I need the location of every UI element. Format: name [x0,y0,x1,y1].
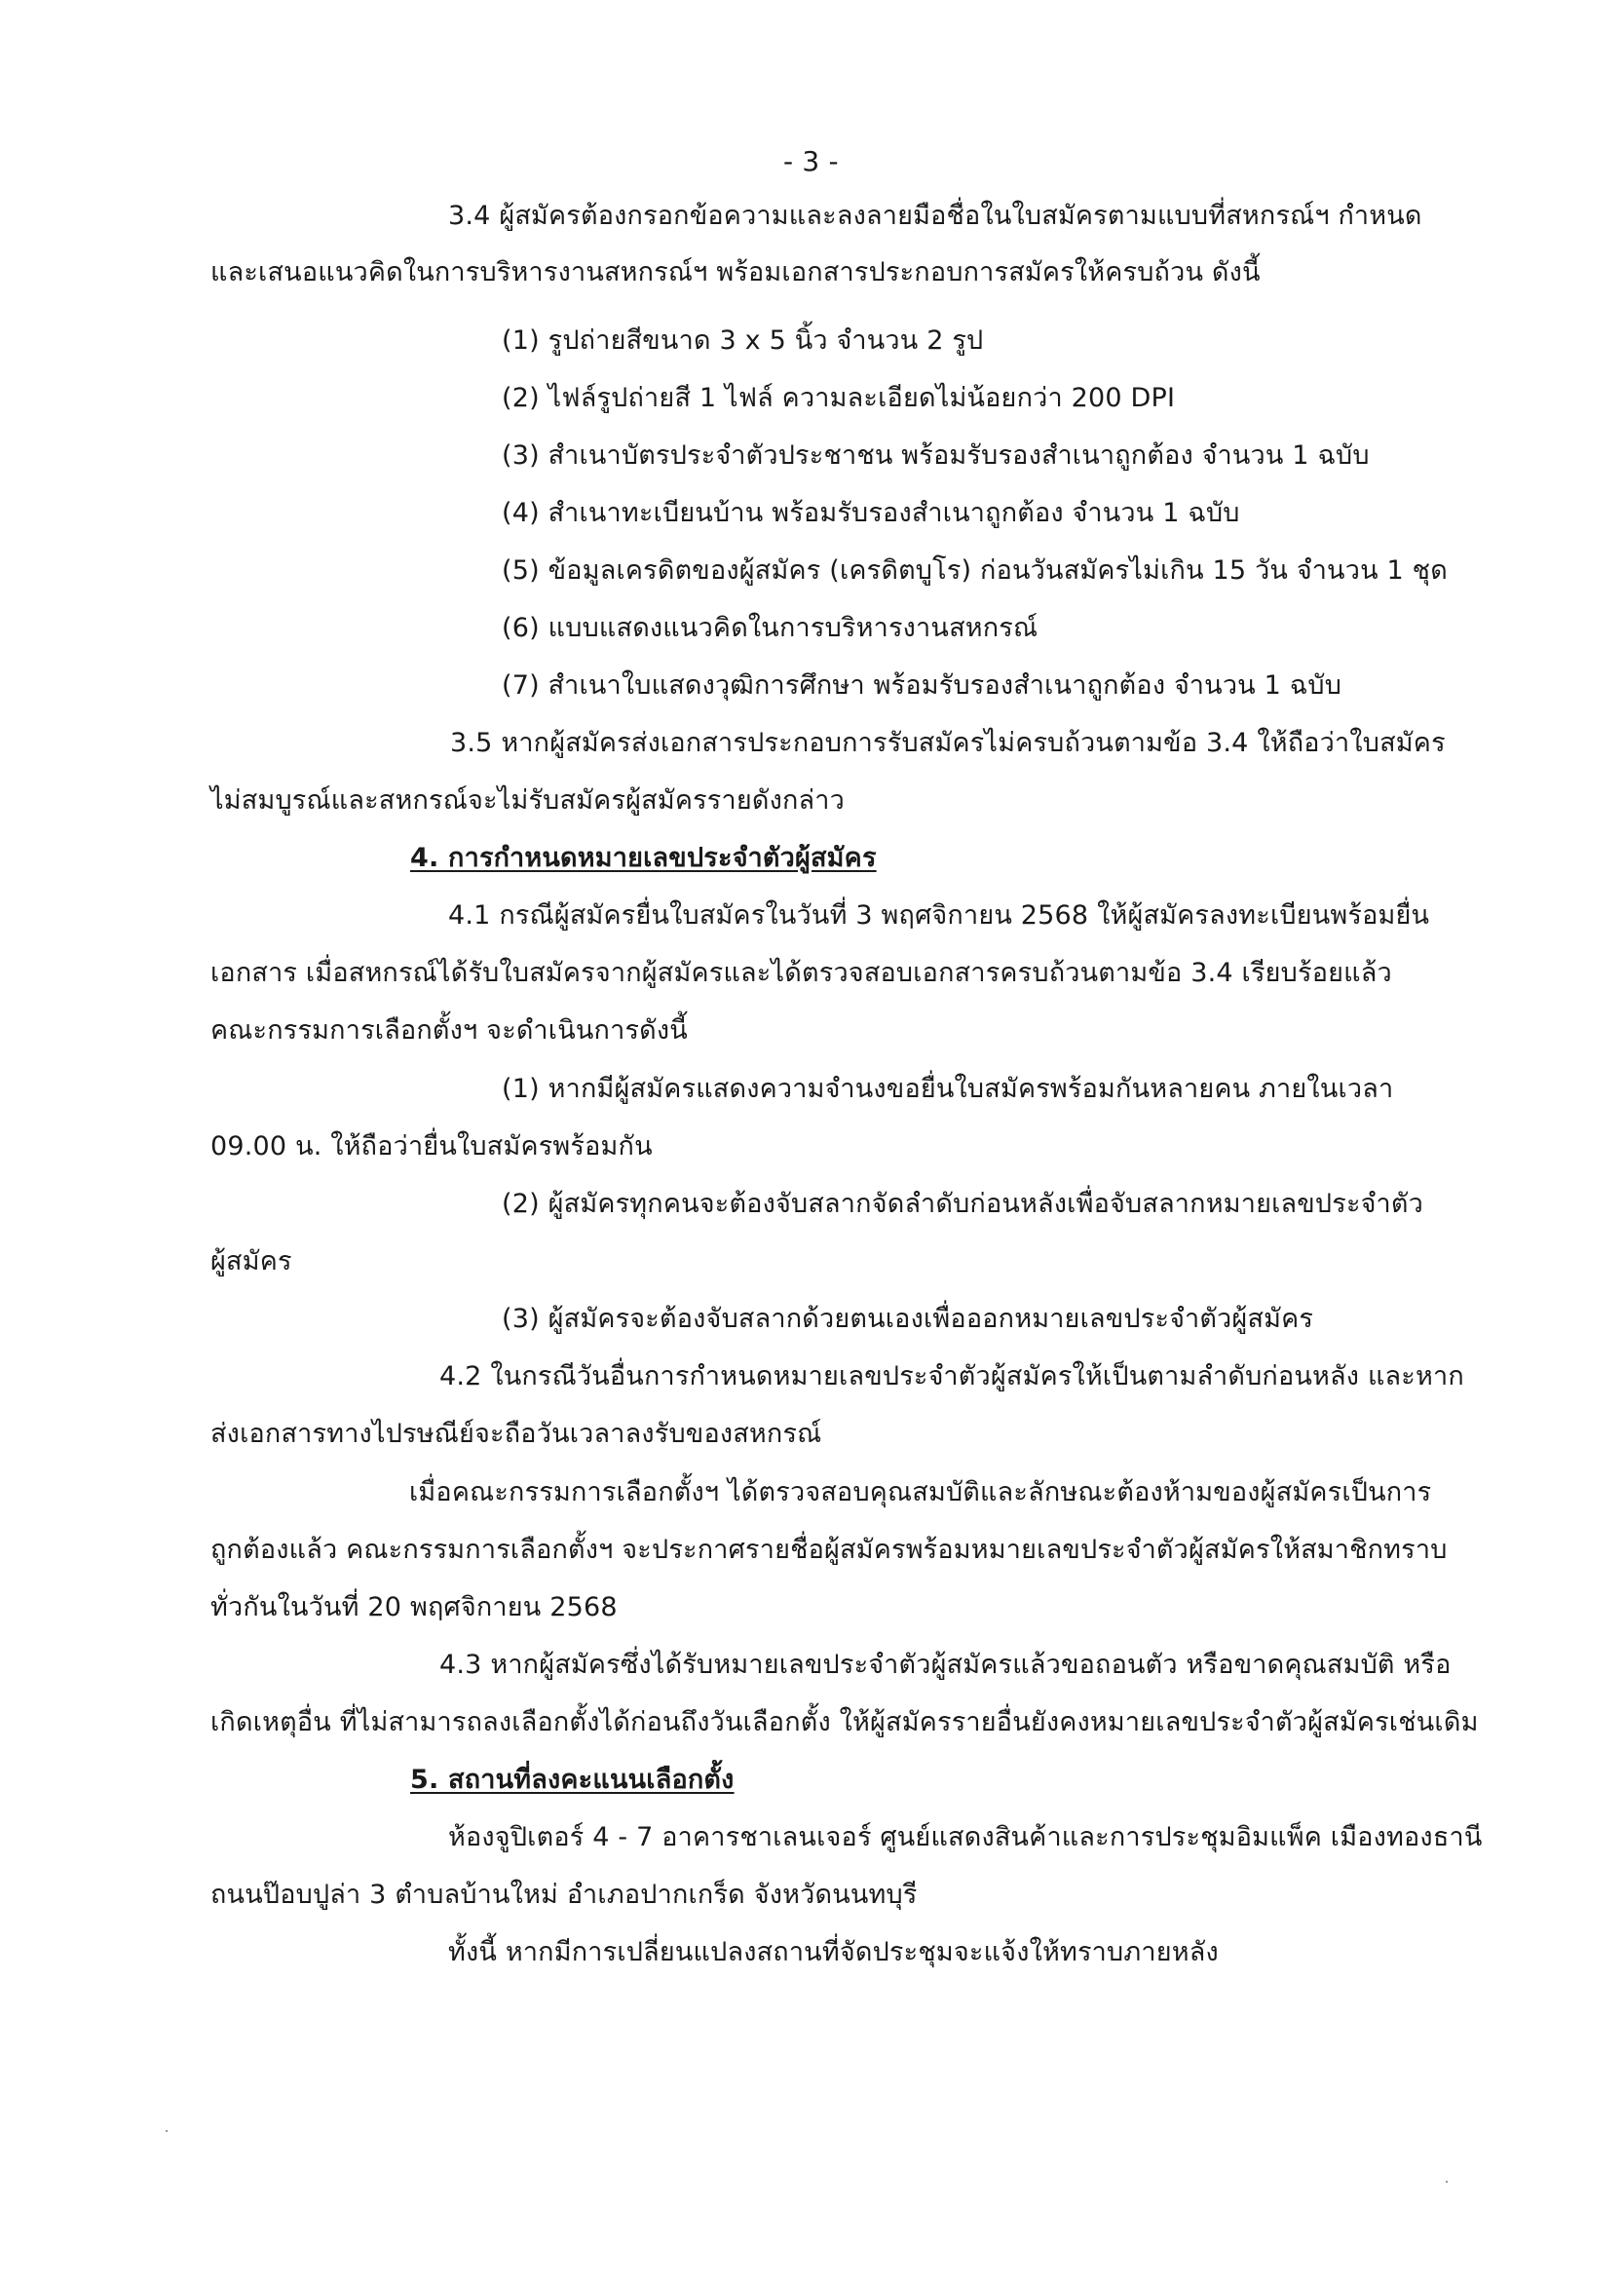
section-3-4-line-2: และเสนอแนวคิดในการบริหารงานสหกรณ์ฯ พร้อมเอกสารประกอบการสมัครให้ครบถ้วน ดังนี้ [210,257,1261,287]
section-5-line-2: ถนนป๊อบปูล่า 3 ตำบลบ้านใหม่ อำเภอปากเกร็ด จังหวัดนนทบุรี [210,1880,918,1910]
announcement-paragraph-line-3: ทั่วกันในวันที่ 20 พฤศจิกายน 2568 [210,1592,618,1622]
doc-list-item-7: (7) สำเนาใบแสดงวุฒิการศึกษา พร้อมรับรองสำเนาถูกต้อง จำนวน 1 ฉบับ [502,670,1342,701]
section-3-5-line-1: 3.5 หากผู้สมัครส่งเอกสารประกอบการรับสมัครไม่ครบถ้วนตามข้อ 3.4 ให้ถือว่าใบสมัคร [450,728,1446,758]
scan-speck [166,2130,168,2132]
section-4-1-sub-1-line-1: (1) หากมีผู้สมัครแสดงความจำนงขอยื่นใบสมัครพร้อมกันหลายคน ภายในเวลา [502,1074,1394,1104]
doc-list-item-4: (4) สำเนาทะเบียนบ้าน พร้อมรับรองสำเนาถูกต้อง จำนวน 1 ฉบับ [502,498,1240,528]
section-4-heading: 4. การกำหนดหมายเลขประจำตัวผู้สมัคร [410,843,877,873]
section-3-4-line-1: 3.4 ผู้สมัครต้องกรอกข้อความและลงลายมือชื่อในใบสมัครตามแบบที่สหกรณ์ฯ กำหนด [448,201,1422,231]
doc-list-item-2: (2) ไฟล์รูปถ่ายสี 1 ไฟล์ ความละเอียดไม่น้อยกว่า 200 DPI [502,383,1176,413]
doc-list-item-5: (5) ข้อมูลเครดิตของผู้สมัคร (เครดิตบูโร) ก่อนวันสมัครไม่เกิน 15 วัน จำนวน 1 ชุด [502,555,1448,586]
section-5-note: ทั้งนี้ หากมีการเปลี่ยนแปลงสถานที่จัดประชุมจะแจ้งให้ทราบภายหลัง [448,1937,1219,1967]
scan-speck [1446,2181,1448,2183]
section-4-1-sub-2-line-1: (2) ผู้สมัครทุกคนจะต้องจับสลากจัดลำดับก่อนหลังเพื่อจับสลากหมายเลขประจำตัว [502,1189,1423,1219]
page-number: - 3 - [783,145,839,177]
doc-list-item-6: (6) แบบแสดงแนวคิดในการบริหารงานสหกรณ์ [502,613,1039,643]
section-4-3-line-2: เกิดเหตุอื่น ที่ไม่สามารถลงเลือกตั้งได้ก่อนถึงวันเลือกตั้ง ให้ผู้สมัครรายอื่นยังคงหมายเลขประจำตัวผู้สมัครเช่นเดิม [210,1707,1479,1737]
doc-list-item-3: (3) สำเนาบัตรประจำตัวประชาชน พร้อมรับรองสำเนาถูกต้อง จำนวน 1 ฉบับ [502,440,1370,471]
section-4-1-line-3: คณะกรรมการเลือกตั้งฯ จะดำเนินการดังนี้ [210,1015,688,1046]
section-4-3-line-1: 4.3 หากผู้สมัครซึ่งได้รับหมายเลขประจำตัวผู้สมัครแล้วขอถอนตัว หรือขาดคุณสมบัติ หรือ [439,1650,1452,1680]
section-4-1-sub-3-line-1: (3) ผู้สมัครจะต้องจับสลากด้วยตนเองเพื่อออกหมายเลขประจำตัวผู้สมัคร [502,1304,1314,1334]
section-4-2-line-1: 4.2 ในกรณีวันอื่นการกำหนดหมายเลขประจำตัวผู้สมัครให้เป็นตามลำดับก่อนหลัง และหาก [439,1361,1464,1391]
section-4-1-sub-2-line-2: ผู้สมัคร [210,1246,292,1276]
section-4-2-line-2: ส่งเอกสารทางไปรษณีย์จะถือวันเวลาลงรับของสหกรณ์ [210,1419,822,1449]
section-4-1-line-1: 4.1 กรณีผู้สมัครยื่นใบสมัครในวันที่ 3 พฤศจิกายน 2568 ให้ผู้สมัครลงทะเบียนพร้อมยื่น [448,900,1430,931]
section-3-5-line-2: ไม่สมบูรณ์และสหกรณ์จะไม่รับสมัครผู้สมัครรายดังกล่าว [210,785,846,816]
section-4-1-line-2: เอกสาร เมื่อสหกรณ์ได้รับใบสมัครจากผู้สมัครและได้ตรวจสอบเอกสารครบถ้วนตามข้อ 3.4 เรียบร้อยแล้ว [210,958,1392,988]
announcement-paragraph-line-1: เมื่อคณะกรรมการเลือกตั้งฯ ได้ตรวจสอบคุณสมบัติและลักษณะต้องห้ามของผู้สมัครเป็นการ [409,1477,1432,1507]
section-5-heading: 5. สถานที่ลงคะแนนเลือกตั้ง [410,1765,735,1795]
section-4-1-sub-1-line-2: 09.00 น. ให้ถือว่ายื่นใบสมัครพร้อมกัน [210,1131,653,1162]
doc-list-item-1: (1) รูปถ่ายสีขนาด 3 x 5 นิ้ว จำนวน 2 รูป [502,325,984,356]
section-5-line-1: ห้องจูปิเตอร์ 4 - 7 อาคารชาเลนเจอร์ ศูนย์แสดงสินค้าและการประชุมอิมแพ็ค เมืองทองธานี [448,1822,1483,1852]
announcement-paragraph-line-2: ถูกต้องแล้ว คณะกรรมการเลือกตั้งฯ จะประกาศรายชื่อผู้สมัครพร้อมหมายเลขประจำตัวผู้สมัครให้สมาชิกทราบ [210,1535,1448,1565]
